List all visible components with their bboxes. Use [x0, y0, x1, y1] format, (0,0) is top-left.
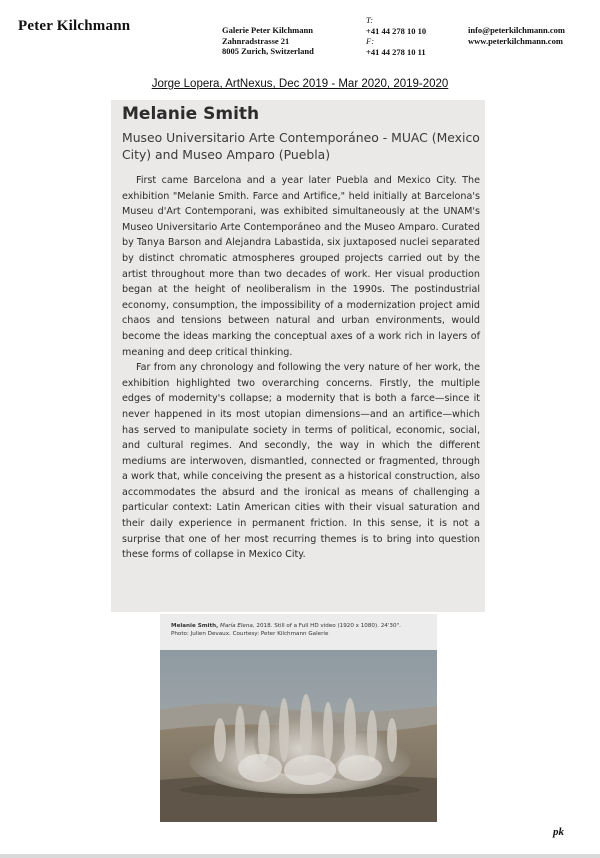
- address-line: Galerie Peter Kilchmann: [222, 25, 313, 35]
- tel-label: T:: [366, 15, 374, 25]
- email-link[interactable]: info@peterkilchmann.com: [468, 25, 565, 35]
- caption-title: María Elena,: [220, 623, 255, 629]
- article-title: Melanie Smith: [122, 104, 260, 124]
- address-line: 8005 Zurich, Switzerland: [222, 46, 314, 56]
- tel-number: +41 44 278 10 10: [366, 25, 427, 36]
- address-line: Zahnradstrasse 21: [222, 35, 290, 46]
- article-body: [122, 173, 480, 563]
- website-link[interactable]: www.peterkilchmann.com: [468, 35, 563, 46]
- fax-number: +41 44 278 10 11: [366, 46, 426, 57]
- citation: Jorge Lopera, ArtNexus, Dec 2019 - Mar 2020, 2019-2020: [151, 78, 449, 90]
- figure: [160, 614, 437, 822]
- article-paragraph: Far from any chronology and following the very nature of her work, the exhibition highlighted two overarching concerns. Firstly, the multiple edges of modernity's collapse; a modernity that is both a farce—since it never happened in its most utopian dimensions—and an artifice—which has served to manipulate society in terms of political, economic, social, and cultural regimes. And secondly, the way in which the different mediums are interwoven, dismantled, connected or fragmented, through a work that, while conceiving the present as a historical construction, also accommodates the absurd and the ironical as means of challenging a particular context: Latin American cities with their visual saturation and their daily experience in permanent friction. In this sense, it is not a surprise that one of her most recurring themes is to bring into question these forms of collapse in Mexico City.: [122, 362, 480, 561]
- gallery-address: [222, 25, 314, 57]
- contact-links: [468, 25, 565, 46]
- page-bottom-rule: [0, 854, 600, 858]
- caption-details: 2018. Still of a Full HD video (1920 x 1080). 24'30".: [256, 623, 401, 629]
- caption-artist: Melanie Smith,: [171, 623, 219, 629]
- gallery-monogram: pk: [553, 826, 564, 838]
- article-scan: [111, 100, 485, 612]
- desert-explosion-image: [160, 650, 437, 822]
- phone-block: [366, 15, 426, 57]
- figure-caption: [171, 622, 433, 638]
- caption-credit: Photo: Julien Devaux. Courtesy: Peter Kilchmann Galerie: [171, 631, 329, 637]
- fax-label: F:: [366, 36, 375, 46]
- gallery-name: Peter Kilchmann: [18, 18, 131, 34]
- article-subtitle: Museo Universitario Arte Contemporáneo - MUAC (Mexico City) and Museo Amparo (Puebla): [122, 130, 480, 162]
- article-paragraph: First came Barcelona and a year later Puebla and Mexico City. The exhibition "Melanie Smith. Farce and Artifice," held initially at Barcelona's Museu d'Art Contemporani, was exhibited simultaneously at the UNAM's Museo Universitario Arte Contemporáneo and the Museo Amparo. Curated by Tanya Barson and Alejandra Labastida, six juxtaposed nuclei separated by distinct chromatic atmospheres grouped projects carried out by the artist throughout more than two decades of work. Her visual production began at the height of neoliberalism in the 1990s. The postindustrial economy, consumption, the impossibility of a modernization project amid chaos and tensions between natural and urban environments, would become the ideas marking the conceptual axes of a work rich in layers of meaning and deep critical thinking.: [122, 175, 480, 358]
